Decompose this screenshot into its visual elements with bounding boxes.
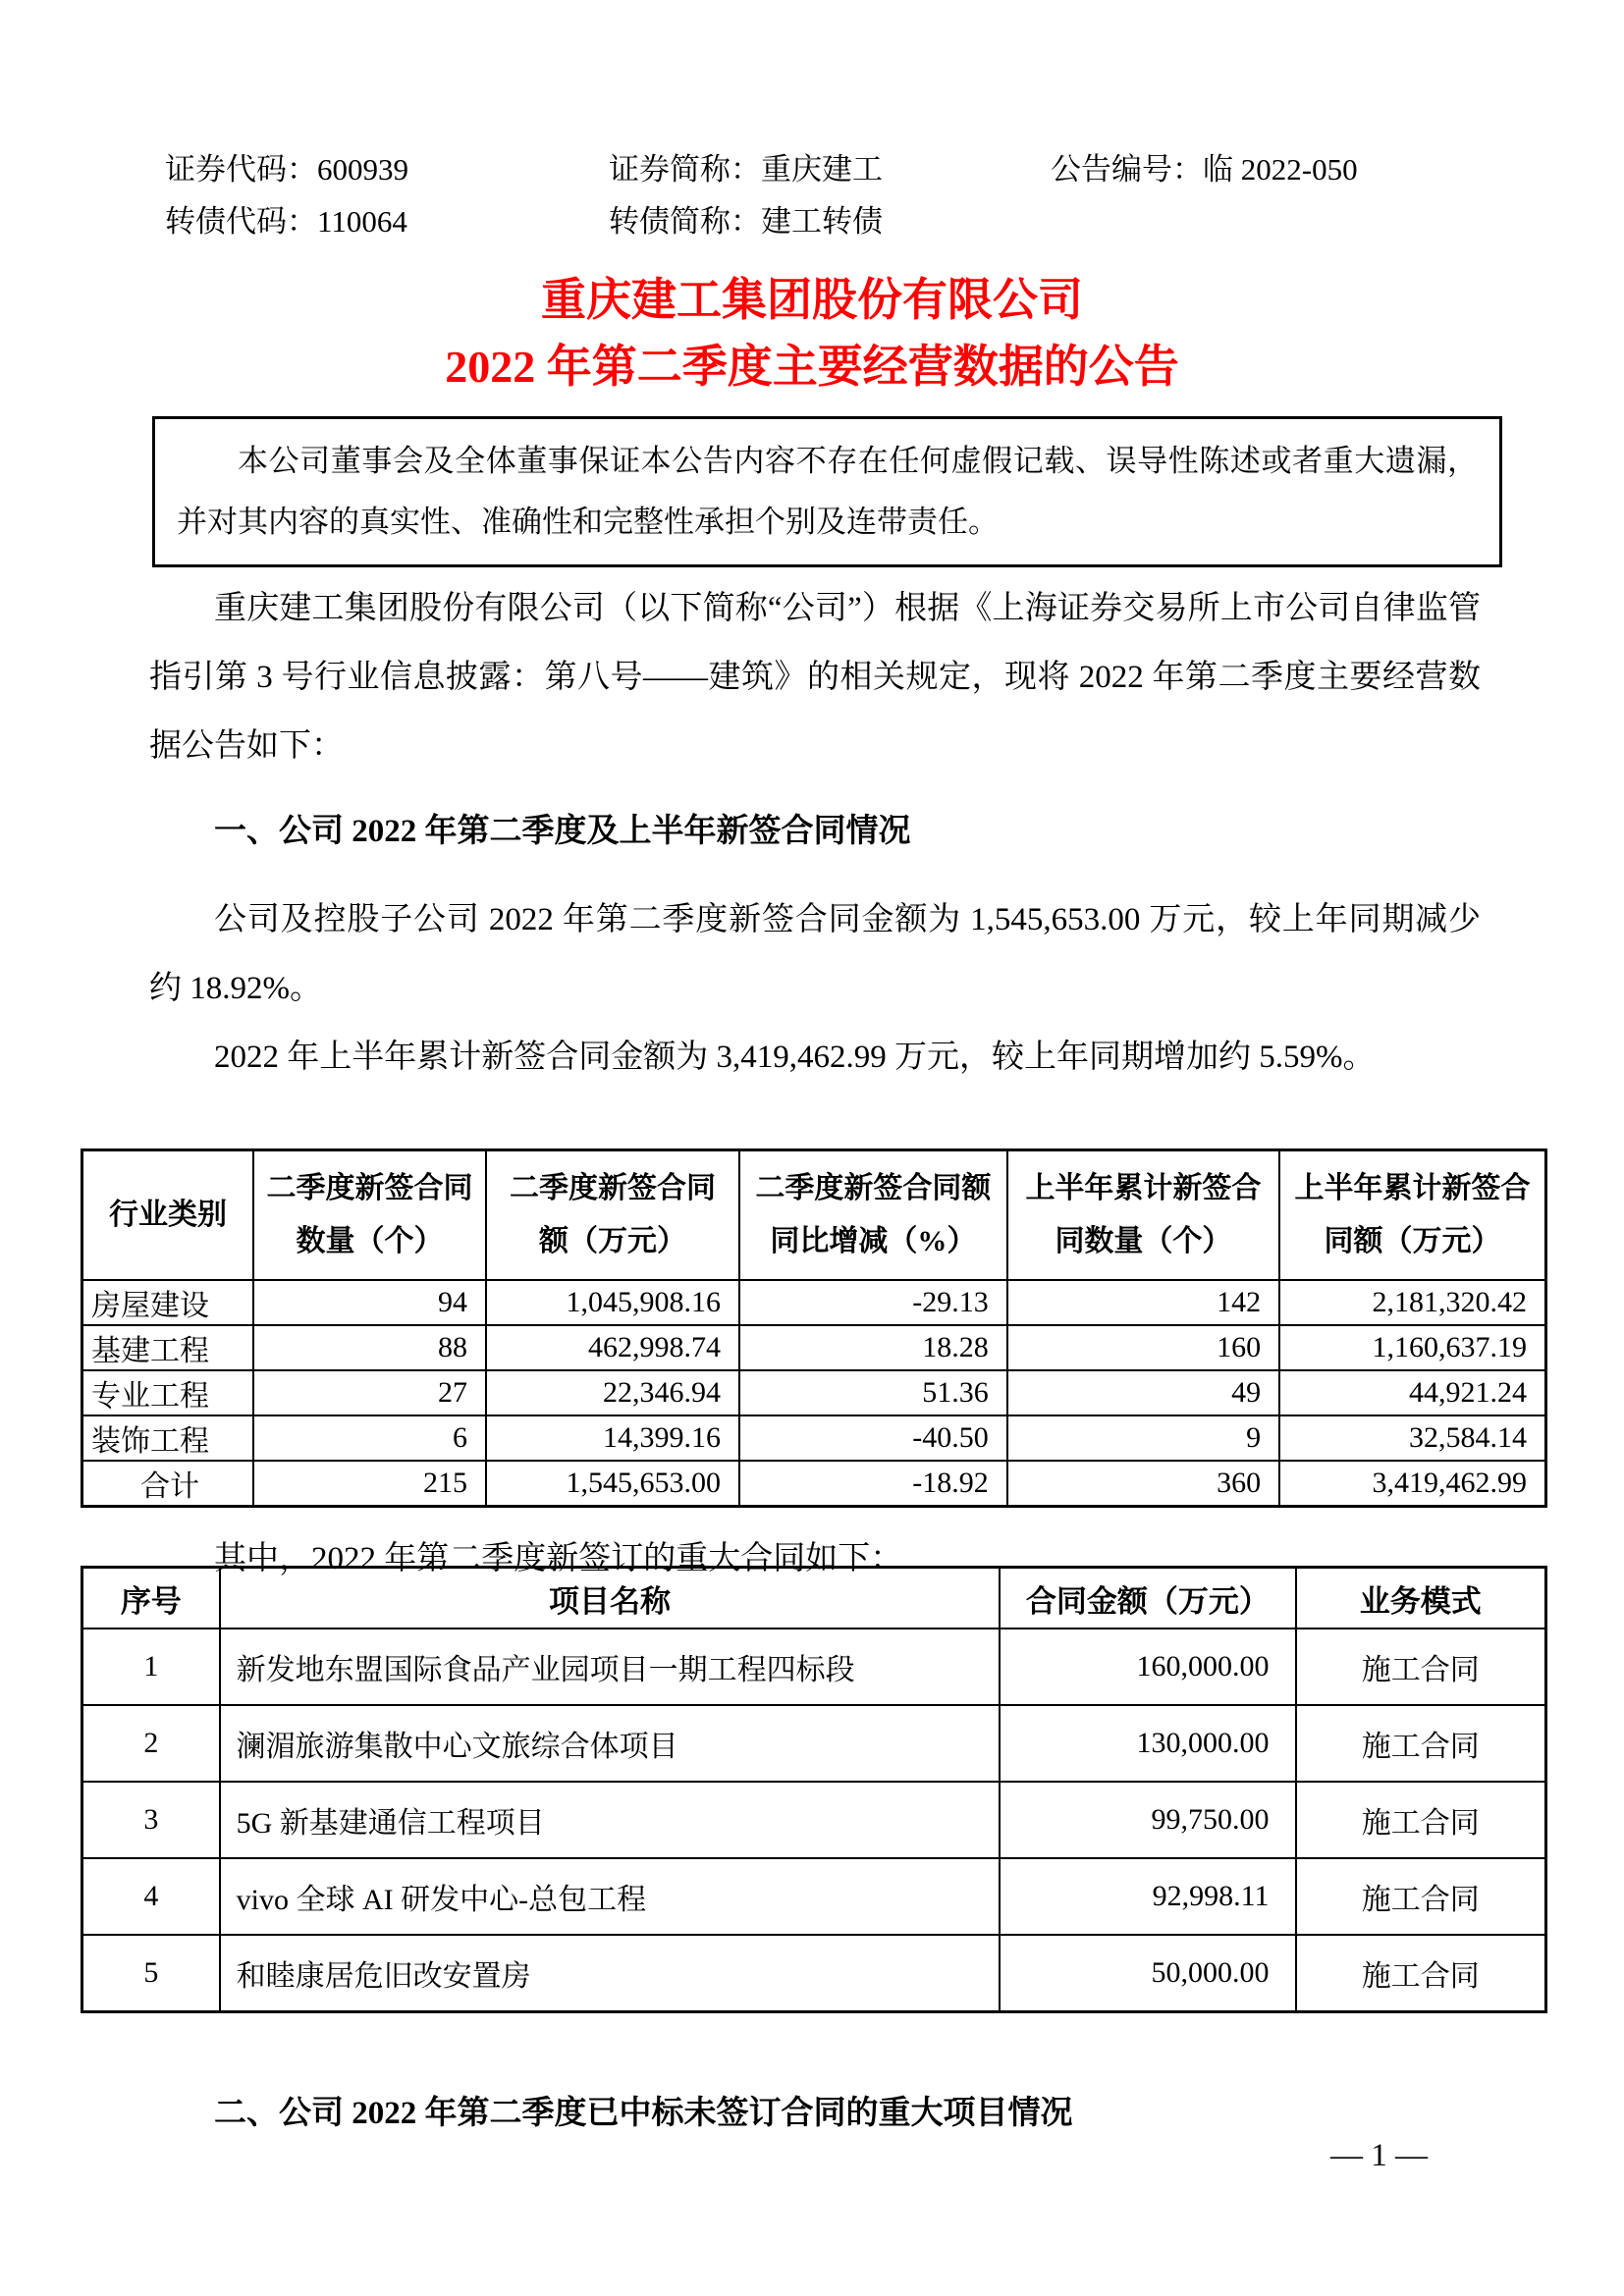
col-header-business-mode: 业务模式 [1296, 1568, 1546, 1629]
page-number: — 1 — [1330, 2138, 1428, 2173]
cell-contract-amount: 130,000.00 [1000, 1705, 1295, 1782]
table-row [82, 1370, 1546, 1415]
cell-q2-amount: 1,545,653.00 [486, 1461, 739, 1507]
cell-q2-yoy: -29.13 [739, 1280, 1007, 1325]
cell-contract-amount: 99,750.00 [1000, 1782, 1295, 1858]
table-row [82, 1325, 1546, 1370]
table-row [82, 1782, 1546, 1858]
cell-q2-yoy: 51.36 [739, 1370, 1007, 1415]
securities-header-row [165, 195, 1520, 247]
cell-project-name: 新发地东盟国际食品产业园项目一期工程四标段 [220, 1629, 1001, 1705]
cell-index: 2 [82, 1705, 220, 1782]
col-header-index: 序号 [82, 1568, 220, 1629]
intro-paragraph: 重庆建工集团股份有限公司（以下简称“公司”）根据《上海证券交易所上市公司自律监管指引第 3 号行业信息披露：第八号——建筑》的相关规定，现将 2022 年第二季度主要经营数据公告如下： [149, 591, 1481, 764]
cell-industry: 合计 [82, 1461, 253, 1507]
major-contract-table-wrapper [81, 1566, 1547, 2013]
col-header-h1-amount: 上半年累计新签合同额（万元） [1279, 1150, 1545, 1281]
major-contract-table [81, 1566, 1547, 2013]
cell-industry: 装饰工程 [82, 1415, 253, 1461]
cell-business-mode: 施工合同 [1296, 1858, 1546, 1935]
col-header-contract-amount: 合同金额（万元） [1000, 1568, 1295, 1629]
table-row [82, 1858, 1546, 1935]
cell-contract-amount: 160,000.00 [1000, 1629, 1295, 1705]
cell-h1-amount: 3,419,462.99 [1279, 1461, 1545, 1507]
cell-q2-amount: 1,045,908.16 [486, 1280, 739, 1325]
cell-q2-yoy: 18.28 [739, 1325, 1007, 1370]
new-contract-table [81, 1148, 1547, 1508]
cell-h1-count: 360 [1007, 1461, 1279, 1507]
section2-heading: 二、公司 2022 年第二季度已中标未签订合同的重大项目情况 [214, 2096, 1073, 2131]
col-header-project-name: 项目名称 [220, 1568, 1001, 1629]
cell-h1-count: 160 [1007, 1325, 1279, 1370]
col-header-q2-count: 二季度新签合同数量（个） [253, 1150, 486, 1281]
securities-header [165, 143, 1520, 247]
table-header-row [82, 1568, 1546, 1629]
cell-index: 1 [82, 1629, 220, 1705]
cell-project-name: vivo 全球 AI 研发中心-总包工程 [220, 1858, 1001, 1935]
document-title-line1: 重庆建工集团股份有限公司 [541, 275, 1083, 325]
stock-code: 证券代码：600939 [165, 152, 408, 187]
cell-project-name: 和睦康居危旧改安置房 [220, 1935, 1001, 2012]
document-title [0, 267, 1624, 400]
cell-q2-amount: 22,346.94 [486, 1370, 739, 1415]
cell-h1-count: 49 [1007, 1370, 1279, 1415]
section1-heading: 一、公司 2022 年第二季度及上半年新签合同情况 [214, 814, 911, 849]
col-header-q2-yoy: 二季度新签合同额同比增减（%） [739, 1150, 1007, 1281]
disclaimer-box [152, 416, 1502, 567]
cell-industry: 房屋建设 [82, 1280, 253, 1325]
col-header-h1-count: 上半年累计新签合同数量（个） [1007, 1150, 1279, 1281]
cell-business-mode: 施工合同 [1296, 1705, 1546, 1782]
cell-q2-count: 215 [253, 1461, 486, 1507]
table-header-row [82, 1150, 1546, 1281]
new-contract-table-wrapper [81, 1148, 1547, 1508]
cell-q2-amount: 14,399.16 [486, 1415, 739, 1461]
table-row [82, 1415, 1546, 1461]
q2-summary-paragraph: 公司及控股子公司 2022 年第二季度新签合同金额为 1,545,653.00 万元，较上年同期减少约 18.92%。 [149, 902, 1481, 1006]
cell-index: 5 [82, 1935, 220, 2012]
cell-project-name: 澜湄旅游集散中心文旅综合体项目 [220, 1705, 1001, 1782]
table-row [82, 1705, 1546, 1782]
cell-industry: 基建工程 [82, 1325, 253, 1370]
cell-q2-yoy: -40.50 [739, 1415, 1007, 1461]
cell-project-name: 5G 新基建通信工程项目 [220, 1782, 1001, 1858]
bond-code: 转债代码：110064 [165, 204, 407, 239]
cell-contract-amount: 50,000.00 [1000, 1935, 1295, 2012]
announcement-number: 公告编号：临 2022-050 [1051, 152, 1358, 187]
cell-q2-count: 6 [253, 1415, 486, 1461]
table-total-row [82, 1461, 1546, 1507]
cell-h1-amount: 44,921.24 [1279, 1370, 1545, 1415]
cell-h1-count: 142 [1007, 1280, 1279, 1325]
cell-q2-count: 94 [253, 1280, 486, 1325]
cell-q2-count: 88 [253, 1325, 486, 1370]
col-header-industry: 行业类别 [82, 1150, 253, 1281]
cell-business-mode: 施工合同 [1296, 1629, 1546, 1705]
table-row [82, 1280, 1546, 1325]
cell-q2-yoy: -18.92 [739, 1461, 1007, 1507]
cell-h1-count: 9 [1007, 1415, 1279, 1461]
cell-business-mode: 施工合同 [1296, 1782, 1546, 1858]
stock-name: 证券简称：重庆建工 [609, 152, 883, 187]
h1-summary-paragraph: 2022 年上半年累计新签合同金额为 3,419,462.99 万元，较上年同期增加约 5.59%。 [214, 1040, 1376, 1075]
cell-index: 4 [82, 1858, 220, 1935]
cell-h1-amount: 1,160,637.19 [1279, 1325, 1545, 1370]
cell-contract-amount: 92,998.11 [1000, 1858, 1295, 1935]
cell-business-mode: 施工合同 [1296, 1935, 1546, 2012]
securities-header-row [165, 143, 1520, 195]
disclaimer-text: 本公司董事会及全体董事保证本公告内容不存在任何虚假记载、误导性陈述或者重大遗漏，并对其内容的真实性、准确性和完整性承担个别及连带责任。 [177, 444, 1478, 539]
document-title-line2: 2022 年第二季度主要经营数据的公告 [445, 342, 1179, 392]
col-header-q2-amount: 二季度新签合同额（万元） [486, 1150, 739, 1281]
cell-h1-amount: 32,584.14 [1279, 1415, 1545, 1461]
table-row [82, 1935, 1546, 2012]
cell-q2-amount: 462,998.74 [486, 1325, 739, 1370]
cell-q2-count: 27 [253, 1370, 486, 1415]
cell-index: 3 [82, 1782, 220, 1858]
cell-h1-amount: 2,181,320.42 [1279, 1280, 1545, 1325]
table-row [82, 1629, 1546, 1705]
bond-name: 转债简称：建工转债 [609, 204, 883, 239]
major-contracts-intro: 其中，2022 年第二季度新签订的重大合同如下： [214, 1541, 903, 1576]
cell-industry: 专业工程 [82, 1370, 253, 1415]
